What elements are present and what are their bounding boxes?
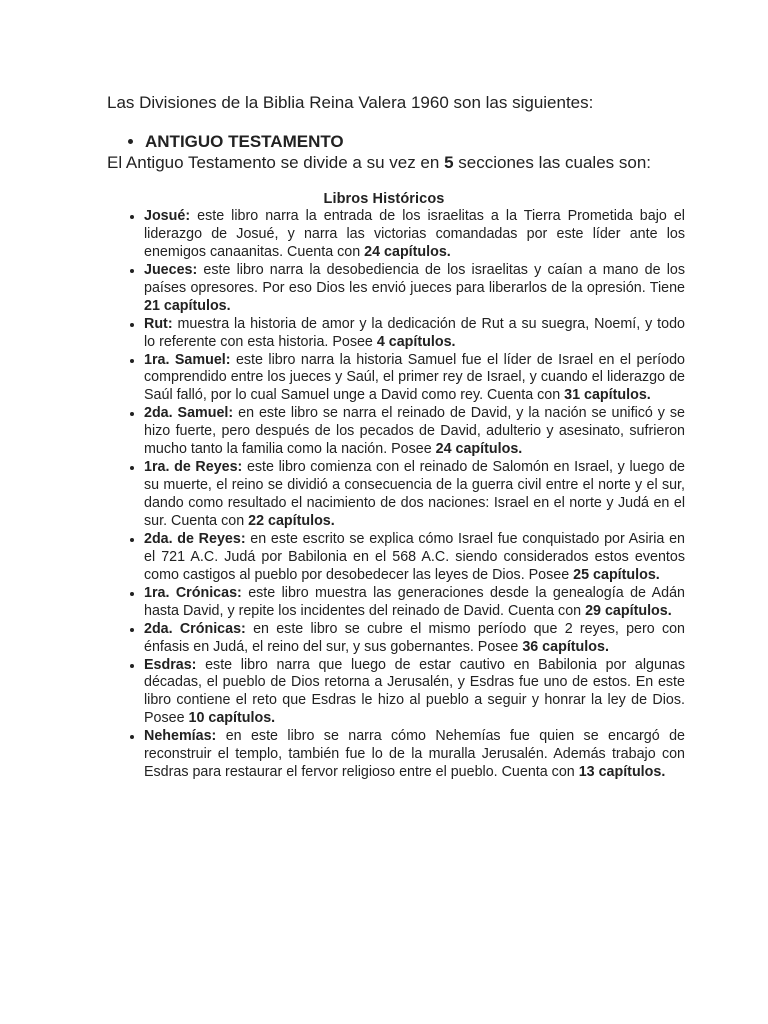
- book-text: muestra la historia de amor y la dedicación de Rut a su suegra, Noemí, y todo lo referente con esta historia. Posee: [144, 315, 685, 350]
- book-name: Jueces:: [144, 261, 198, 278]
- book-chapters: 10 capítulos.: [188, 710, 276, 727]
- book-name: Esdras:: [144, 656, 197, 673]
- book-item-josue: [144, 208, 685, 262]
- book-chapters: 22 capítulos.: [248, 512, 335, 529]
- book-text: en este libro se narra cómo Nehemías fue quien se encargó de reconstruir el templo, también fue lo de la muralla Jerusalén. Además trabajo con Esdras para restaurar el fervor religioso entre el pueblo. Cuenta con: [144, 728, 685, 781]
- book-list: [120, 208, 685, 782]
- book-item-jueces: [144, 262, 685, 316]
- book-chapters: 24 capítulos.: [435, 441, 523, 458]
- book-text: este libro narra que luego de estar cautivo en Babilonia por algunas décadas, el pueblo de Dios retorna a Jerusalén, y Esdras fue uno de estos. En este libro contiene el reto que Esdras le hizo al pueblo a seguir y honrar la ley de Dios. Posee: [144, 656, 685, 727]
- book-item-2-samuel: [144, 405, 685, 459]
- book-item-rut: [144, 316, 685, 352]
- book-chapters: 25 capítulos.: [573, 566, 660, 583]
- section-title: • ANTIGUO TESTAMENTO: [145, 131, 344, 153]
- subsection-title: Libros Históricos: [323, 191, 445, 207]
- book-item-1-samuel: [144, 352, 685, 406]
- section-desc-after: secciones las cuales son:: [453, 153, 652, 172]
- book-chapters: 21 capítulos.: [144, 297, 231, 314]
- intro-text: Las Divisiones de la Biblia Reina Valera 1960 son las siguientes:: [107, 93, 594, 112]
- book-item-nehemias: [144, 728, 685, 782]
- book-text: en este libro se narra el reinado de David, y la nación se unificó y se hizo fuerte, pero después de los pecados de David, adulterio y asesinato, sufrieron mucho tanto la familia como la nación. Posee: [144, 405, 685, 458]
- book-name: Nehemías:: [144, 728, 217, 745]
- book-item-2-reyes: [144, 531, 685, 585]
- book-chapters: 36 capítulos.: [522, 638, 609, 655]
- book-name: 2da. Crónicas:: [144, 620, 246, 637]
- book-text: este libro comienza con el reinado de Salomón en Israel, y luego de su muerte, el reino se dividió a consecuencia de la guerra civil entre el norte y el sur, dando como resultado el nacimiento de dos naciones: Israel en el norte y Judá en el sur. Cuenta con: [144, 459, 685, 529]
- book-text: este libro narra la entrada de los israelitas a la Tierra Prometida bajo el liderazgo de Josué, y narra las victorias comandadas por este líder ante los enemigos canaanitas. Cuenta con: [144, 208, 685, 260]
- book-name: Rut:: [144, 315, 173, 332]
- book-chapters: 29 capítulos.: [585, 602, 672, 619]
- book-name: 2da. Samuel:: [144, 405, 234, 422]
- section-desc-before: El Antiguo Testamento se divide a su vez en: [107, 153, 445, 172]
- book-text: este libro muestra las generaciones desde la genealogía de Adán hasta David, y repite los incidentes del reinado de David. Cuenta con: [144, 584, 685, 619]
- book-chapters: 13 capítulos.: [578, 764, 666, 781]
- book-text: este libro narra la desobediencia de los israelitas y caían a mano de los países opresores. Por eso Dios les envió jueces para liberarlos de la opresión. Tiene: [144, 261, 685, 296]
- book-chapters: 31 capítulos.: [564, 387, 651, 404]
- book-chapters: 24 capítulos.: [364, 243, 451, 260]
- book-item-2-cronicas: [144, 621, 685, 657]
- book-name: 1ra. de Reyes:: [144, 459, 243, 476]
- book-name: 2da. de Reyes:: [144, 530, 246, 547]
- section-list: [121, 131, 344, 153]
- book-chapters: 4 capítulos.: [376, 333, 456, 350]
- book-text: en este escrito se explica cómo Israel fue conquistado por Asiria en el 721 A.C. Judá por Babilonia en el 568 A.C. siendo considerados estos eventos como castigos al pueblo por desobedecer las leyes de Dios. Posee: [144, 530, 685, 583]
- book-item-1-reyes: [144, 459, 685, 531]
- section-description: [107, 152, 651, 174]
- book-item-esdras: [144, 657, 685, 729]
- book-name: 1ra. Crónicas:: [144, 584, 242, 601]
- book-text: en este libro se cubre el mismo período que 2 reyes, pero con énfasis en Judá, el reino del sur, y sus gobernantes. Posee: [144, 620, 685, 655]
- book-name: 1ra. Samuel:: [144, 351, 231, 368]
- section-count: 5: [444, 153, 454, 172]
- book-text: este libro narra la historia Samuel fue el líder de Israel en el período comprendido entre los jueces y Saúl, el primer rey de Israel, y cuando el liderazgo de Saúl falló, por lo cual Samuel unge a David como rey. Cuenta con: [144, 351, 685, 404]
- book-item-1-cronicas: [144, 585, 685, 621]
- book-name: Josué:: [144, 208, 191, 224]
